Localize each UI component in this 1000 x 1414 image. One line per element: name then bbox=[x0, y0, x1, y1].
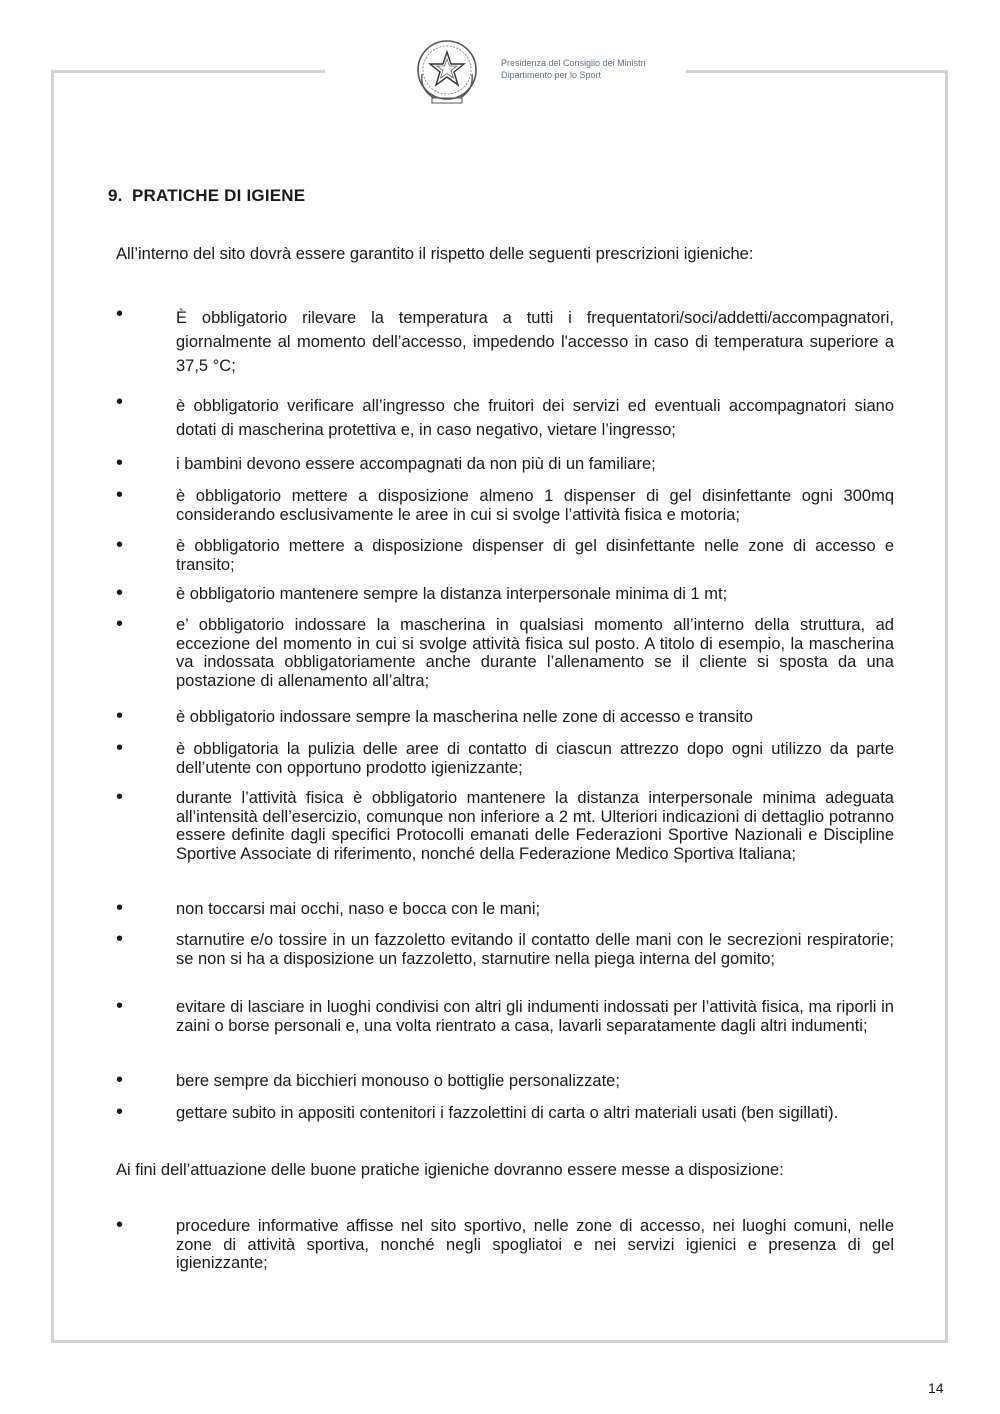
section-heading bbox=[108, 186, 305, 206]
institution-header bbox=[501, 57, 646, 81]
page-frame-bottom bbox=[51, 1340, 948, 1343]
bullet-icon: • bbox=[116, 737, 124, 759]
list-item-text: starnutire e/o tossire in un fazzoletto evitando il contatto delle mani con le secrezioni respiratorie; se non si ha a disposizione un fazzoletto, starnutire nella piega interna del gomito; bbox=[176, 931, 894, 968]
list-item-text: è obbligatorio verificare all’ingresso che fruitori dei servizi ed eventuali accompagnatori siano dotati di mascherina protettiva e, in caso negativo, vietare l’ingresso; bbox=[176, 397, 894, 439]
list-item-text: è obbligatorio mettere a disposizione almeno 1 dispenser di gel disinfettante ogni 300mq considerando esclusivamente le aree in cui si svolge l’attività fisica e motoria; bbox=[176, 487, 894, 524]
page-frame-left bbox=[51, 70, 54, 1342]
provisions-intro: Ai fini dell’attuazione delle buone pratiche igieniche dovranno essere messe a disposizione: bbox=[116, 1161, 784, 1179]
bullet-icon: • bbox=[116, 995, 124, 1017]
bullet-icon: • bbox=[116, 613, 124, 635]
institution-name: Presidenza del Consiglio dei Ministri bbox=[501, 58, 646, 68]
intro-paragraph: All’interno del sito dovrà essere garantito il rispetto delle seguenti prescrizioni igieniche: bbox=[116, 245, 754, 263]
italian-republic-emblem-icon bbox=[414, 38, 480, 106]
list-item-text: è obbligatorio mantenere sempre la distanza interpersonale minima di 1 mt; bbox=[176, 585, 728, 603]
bullet-icon: • bbox=[116, 582, 124, 604]
bullet-icon: • bbox=[116, 534, 124, 556]
list-item-text: i bambini devono essere accompagnati da non più di un familiare; bbox=[176, 455, 656, 473]
page-frame-top-right bbox=[686, 70, 948, 73]
list-item-text: durante l’attività fisica è obbligatorio mantenere la distanza interpersonale minima adeguata all’intensità dell’esercizio, comunque non inferiore a 2 mt. Ulteriori indicazioni di dettaglio potranno essere definite dagli specifici Protocolli emanati delle Federazioni Sportive Nazionali e Discipline Sportive Associate di riferimento, nonché della Federazione Medico Sportiva Italiana; bbox=[176, 789, 894, 863]
list-item-text: non toccarsi mai occhi, naso e bocca con le mani; bbox=[176, 900, 541, 918]
bullet-icon: • bbox=[116, 786, 124, 808]
bullet-icon: • bbox=[116, 705, 124, 727]
bullet-icon: • bbox=[116, 484, 124, 506]
section-number: 9. bbox=[108, 186, 123, 205]
list-item-text: evitare di lasciare in luoghi condivisi con altri gli indumenti indossati per l’attività fisica, ma riporli in zaini o borse personali e, una volta rientrato a casa, lavarli separatamente dagli altri indumenti; bbox=[176, 998, 894, 1035]
bullet-icon: • bbox=[116, 928, 124, 950]
page-frame-right bbox=[945, 70, 948, 1342]
bullet-icon: • bbox=[116, 897, 124, 919]
bullet-icon: • bbox=[116, 452, 124, 474]
bullet-icon: • bbox=[116, 1214, 124, 1236]
page-number: 14 bbox=[928, 1380, 944, 1396]
list-item-text: È obbligatorio rilevare la temperatura a tutti i frequentatori/soci/addetti/accompagnatori, giornalmente al momento dell’accesso, impedendo l'accesso in caso di temperatura superiore a 37,5 °C; bbox=[176, 309, 894, 375]
bullet-icon: • bbox=[116, 303, 124, 325]
list-item-text: è obbligatorio mettere a disposizione dispenser di gel disinfettante nelle zone di accesso e transito; bbox=[176, 537, 894, 574]
page-frame-top-left bbox=[51, 70, 325, 73]
list-item-text: bere sempre da bicchieri monouso o bottiglie personalizzate; bbox=[176, 1072, 620, 1090]
section-title: PRATICHE DI IGIENE bbox=[132, 186, 306, 205]
department-name: Dipartimento per lo Sport bbox=[501, 70, 602, 80]
bullet-icon: • bbox=[116, 391, 124, 413]
bullet-icon: • bbox=[116, 1101, 124, 1123]
bullet-icon: • bbox=[116, 1069, 124, 1091]
list-item-text: e’ obbligatorio indossare la mascherina in qualsiasi momento all’interno della struttura, ad eccezione del momento in cui si svolge attività fisica sul posto. A titolo di esempio, la mascherina va indossata obbligatoriamente anche durante l’allenamento se il cliente si sposta da una postazione di allenamento all’altra; bbox=[176, 616, 894, 690]
list-item-text: è obbligatorio indossare sempre la mascherina nelle zone di accesso e transito bbox=[176, 708, 753, 726]
list-item-text: è obbligatoria la pulizia delle aree di contatto di ciascun attrezzo dopo ogni utilizzo da parte dell’utente con opportuno prodotto igienizzante; bbox=[176, 740, 894, 777]
list-item-text: procedure informative affisse nel sito sportivo, nelle zone di accesso, nei luoghi comuni, nelle zone di attività sportiva, nonché negli spogliatoi e nei servizi igienici e presenza di gel igienizzante; bbox=[176, 1217, 894, 1272]
list-item-text: gettare subito in appositi contenitori i fazzolettini di carta o altri materiali usati (ben sigillati). bbox=[176, 1104, 839, 1122]
